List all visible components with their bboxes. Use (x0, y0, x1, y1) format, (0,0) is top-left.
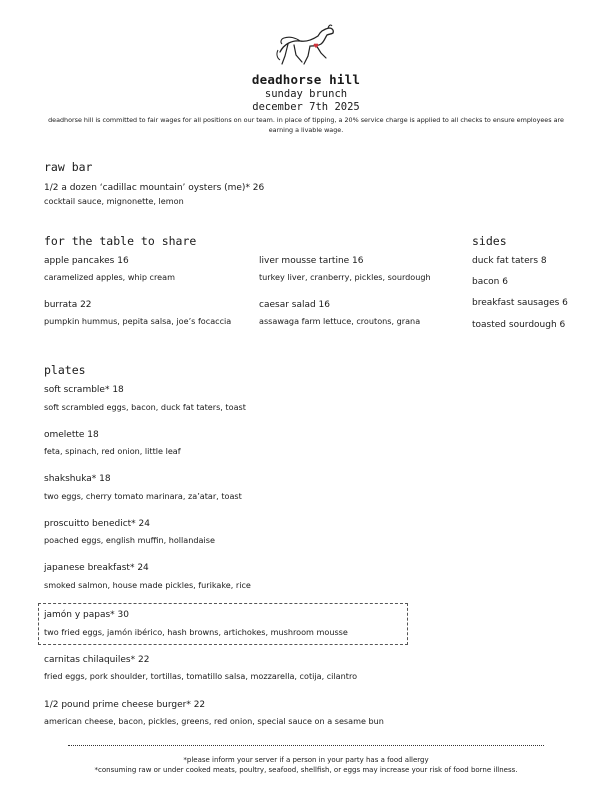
menu-title: sunday brunch (264, 88, 348, 100)
menu-item-desc: cocktail sauce, mignonette, lemon (44, 196, 184, 206)
menu-item-desc: two eggs, cherry tomato marinara, za’atar, toast (44, 491, 242, 501)
section-heading-for-the-table: for the table to share (44, 234, 197, 248)
allergy-note: *please inform your server if a person in your party has a food allergy (183, 756, 429, 764)
menu-item-name: 1/2 pound prime cheese burger* 22 (44, 700, 206, 710)
menu-item-name: omelette 18 (44, 430, 99, 440)
menu-item-desc: caramelized apples, whip cream (44, 272, 175, 282)
section-heading-raw-bar: raw bar (44, 160, 93, 174)
menu-item-desc: feta, spinach, red onion, little leaf (44, 446, 181, 456)
menu-item-name: soft scramble* 18 (44, 385, 124, 395)
menu-item-name: proscuitto benedict* 24 (44, 519, 150, 529)
menu-item-name: 1/2 a dozen ‘cadillac mountain’ oysters (me)* 26 (44, 183, 265, 193)
side-item: breakfast sausages 6 (472, 298, 568, 308)
menu-item-desc: assawaga farm lettuce, croutons, grana (259, 316, 421, 326)
menu-date: december 7th 2025 (252, 101, 360, 113)
menu-item-name: japanese breakfast* 24 (44, 563, 149, 573)
menu-item-desc: pumpkin hummus, pepita salsa, joe’s focaccia (44, 316, 232, 326)
menu-item-desc: soft scrambled eggs, bacon, duck fat taters, toast (44, 402, 246, 412)
restaurant-name: deadhorse hill (251, 72, 361, 87)
side-item: duck fat taters 8 (472, 256, 547, 266)
menu-item-desc: turkey liver, cranberry, pickles, sourdough (259, 272, 431, 282)
menu-item-desc: two fried eggs, jamón ibérico, hash browns, artichokes, mushroom mousse (44, 627, 348, 637)
horse-logo-icon (274, 22, 338, 70)
menu-item-name: shakshuka* 18 (44, 474, 111, 484)
side-item: bacon 6 (472, 277, 508, 287)
section-heading-plates: plates (44, 363, 86, 377)
service-charge-statement: deadhorse hill is committed to fair wages for all positions on our team. in place of tipping, a 20% service charge is applied to all checks to ensure employees are earning a livable wage. (48, 116, 564, 134)
menu-item-desc: poached eggs, english muffin, hollandaise (44, 535, 215, 545)
menu-item-name: apple pancakes 16 (44, 256, 129, 266)
menu-item-desc: american cheese, bacon, pickles, greens, red onion, special sauce on a sesame bun (44, 716, 384, 726)
section-heading-sides: sides (472, 234, 507, 248)
menu-item-name: burrata 22 (44, 300, 92, 310)
menu-item-desc: fried eggs, pork shoulder, tortillas, tomatillo salsa, mozzarella, cotija, cilantro (44, 671, 358, 681)
raw-food-warning: *consuming raw or under cooked meats, poultry, seafood, shellfish, or eggs may increase your risk of food borne illness. (94, 766, 518, 774)
menu-item-name: jamón y papas* 30 (44, 610, 129, 620)
menu-item-name: carnitas chilaquiles* 22 (44, 655, 150, 665)
side-item: toasted sourdough 6 (472, 320, 566, 330)
menu-item-name: caesar salad 16 (259, 300, 331, 310)
menu-item-name: liver mousse tartine 16 (259, 256, 364, 266)
menu-item-desc: smoked salmon, house made pickles, furikake, rice (44, 580, 251, 590)
footer-divider (68, 745, 544, 746)
